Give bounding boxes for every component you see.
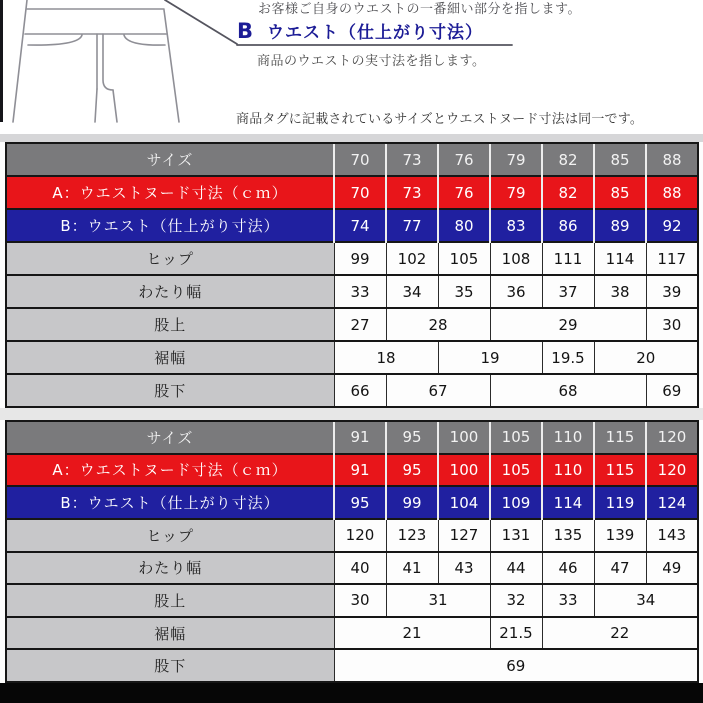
table-row [6, 275, 698, 308]
table-cell: 127 [438, 519, 490, 552]
table-cell: 40 [334, 552, 386, 585]
bottom-black-bar [0, 683, 703, 703]
table-cell: 95 [334, 486, 386, 519]
table-cell: 34 [594, 584, 698, 617]
table-row [6, 617, 698, 650]
table-cell: 143 [646, 519, 698, 552]
table-cell: 37 [542, 275, 594, 308]
table-cell: 43 [438, 552, 490, 585]
row-label: わたり幅 [6, 552, 334, 585]
row-label: 裾幅 [6, 617, 334, 650]
table-cell: 33 [334, 275, 386, 308]
table-row [6, 341, 698, 374]
table-cell: 27 [334, 308, 386, 341]
table-cell: 109 [490, 486, 542, 519]
table-cell: 38 [594, 275, 646, 308]
table-cell: 76 [438, 143, 490, 176]
table-cell: 99 [334, 242, 386, 275]
table-cell: 91 [334, 454, 386, 487]
table-row [6, 649, 698, 682]
size-table-small [0, 142, 703, 408]
table-cell: 85 [594, 143, 646, 176]
table-cell: 70 [334, 143, 386, 176]
table-row [6, 421, 698, 454]
table-cell: 131 [490, 519, 542, 552]
size-table [5, 142, 699, 408]
table-cell: 47 [594, 552, 646, 585]
table-cell: 69 [334, 649, 698, 682]
row-label: A：ウエストヌード寸法（ｃｍ） [6, 454, 334, 487]
table-row [6, 519, 698, 552]
table-row [6, 176, 698, 209]
table-cell: 82 [542, 176, 594, 209]
table-row [6, 209, 698, 242]
table-cell: 115 [594, 454, 646, 487]
table-cell: 67 [386, 374, 490, 407]
label-b: B [237, 19, 254, 43]
row-label: 股上 [6, 584, 334, 617]
product-tag-note: 商品タグに記載されているサイズとウエストヌード寸法は同一です。 [236, 112, 644, 127]
table-cell: 19.5 [542, 341, 594, 374]
table-cell: 74 [334, 209, 386, 242]
table-cell: 69 [646, 374, 698, 407]
table-row [6, 584, 698, 617]
table-cell: 31 [386, 584, 490, 617]
row-label: 股下 [6, 374, 334, 407]
row-label: サイズ [6, 143, 334, 176]
table-cell: 89 [594, 209, 646, 242]
table-row [6, 552, 698, 585]
table-cell: 105 [490, 421, 542, 454]
table-row [6, 374, 698, 407]
table-cell: 100 [438, 454, 490, 487]
table-cell: 33 [542, 584, 594, 617]
table-cell: 119 [594, 486, 646, 519]
table-cell: 79 [490, 176, 542, 209]
table-cell: 85 [594, 176, 646, 209]
table-cell: 41 [386, 552, 438, 585]
table-cell: 30 [646, 308, 698, 341]
table-cell: 91 [334, 421, 386, 454]
table-cell: 73 [386, 143, 438, 176]
table-cell: 73 [386, 176, 438, 209]
table-cell: 35 [438, 275, 490, 308]
table-cell: 46 [542, 552, 594, 585]
table-cell: 76 [438, 176, 490, 209]
table-row [6, 486, 698, 519]
table-cell: 86 [542, 209, 594, 242]
table-cell: 21 [334, 617, 490, 650]
table-cell: 114 [594, 242, 646, 275]
table-cell: 39 [646, 275, 698, 308]
table-cell: 28 [386, 308, 490, 341]
row-label: B：ウエスト（仕上がり寸法） [6, 209, 334, 242]
table-cell: 100 [438, 421, 490, 454]
row-label: ヒップ [6, 242, 334, 275]
waist-nude-description: お客様ご自身のウエストの一番細い部分を指します。 [258, 2, 581, 17]
table-cell: 108 [490, 242, 542, 275]
table-cell: 36 [490, 275, 542, 308]
table-cell: 70 [334, 176, 386, 209]
row-label: 裾幅 [6, 341, 334, 374]
size-table [5, 420, 699, 683]
table-cell: 44 [490, 552, 542, 585]
table-cell: 22 [542, 617, 698, 650]
row-label: サイズ [6, 421, 334, 454]
table-cell: 66 [334, 374, 386, 407]
table-cell: 18 [334, 341, 438, 374]
table-cell: 82 [542, 143, 594, 176]
measurement-guide [0, 0, 703, 134]
table-cell: 105 [438, 242, 490, 275]
table-cell: 95 [386, 454, 438, 487]
table-cell: 88 [646, 176, 698, 209]
row-label: A：ウエストヌード寸法（ｃｍ） [6, 176, 334, 209]
table-cell: 99 [386, 486, 438, 519]
row-label: B：ウエスト（仕上がり寸法） [6, 486, 334, 519]
section-divider [0, 134, 703, 142]
table-cell: 92 [646, 209, 698, 242]
table-cell: 117 [646, 242, 698, 275]
waist-finished-title: ウエスト（仕上がり寸法） [267, 23, 484, 43]
table-row [6, 242, 698, 275]
row-label: ヒップ [6, 519, 334, 552]
table-cell: 102 [386, 242, 438, 275]
table-cell: 104 [438, 486, 490, 519]
waist-finished-description: 商品のウエストの実寸法を指します。 [257, 54, 486, 69]
row-label: わたり幅 [6, 275, 334, 308]
table-row [6, 454, 698, 487]
table-cell: 30 [334, 584, 386, 617]
table-cell: 124 [646, 486, 698, 519]
row-label: 股下 [6, 649, 334, 682]
table-cell: 21.5 [490, 617, 542, 650]
table-gap [0, 408, 703, 420]
table-row [6, 143, 698, 176]
table-cell: 139 [594, 519, 646, 552]
table-cell: 88 [646, 143, 698, 176]
table-cell: 83 [490, 209, 542, 242]
table-cell: 110 [542, 421, 594, 454]
table-row [6, 308, 698, 341]
table-cell: 20 [594, 341, 698, 374]
table-cell: 120 [646, 421, 698, 454]
table-cell: 34 [386, 275, 438, 308]
table-cell: 19 [438, 341, 542, 374]
row-label: 股上 [6, 308, 334, 341]
table-cell: 79 [490, 143, 542, 176]
table-cell: 114 [542, 486, 594, 519]
table-cell: 32 [490, 584, 542, 617]
table-cell: 135 [542, 519, 594, 552]
size-table-large [0, 420, 703, 683]
table-cell: 120 [334, 519, 386, 552]
table-cell: 105 [490, 454, 542, 487]
table-cell: 49 [646, 552, 698, 585]
table-cell: 29 [490, 308, 646, 341]
table-cell: 110 [542, 454, 594, 487]
table-cell: 77 [386, 209, 438, 242]
table-cell: 95 [386, 421, 438, 454]
table-cell: 123 [386, 519, 438, 552]
table-cell: 111 [542, 242, 594, 275]
waist-finished-heading [237, 18, 483, 43]
table-cell: 120 [646, 454, 698, 487]
table-cell: 68 [490, 374, 646, 407]
table-cell: 115 [594, 421, 646, 454]
table-cell: 80 [438, 209, 490, 242]
